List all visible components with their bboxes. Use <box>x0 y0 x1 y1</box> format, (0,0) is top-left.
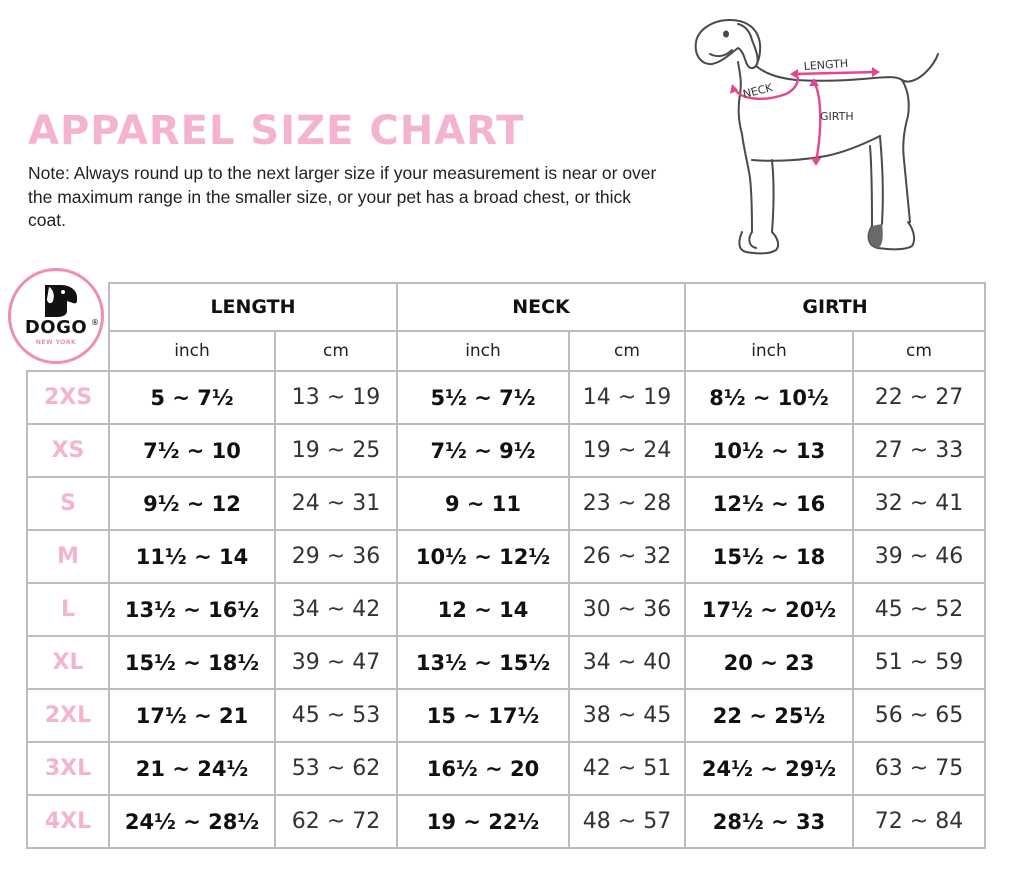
table-row <box>27 530 985 583</box>
dog-front-leg <box>772 160 774 232</box>
length-inch-cell: 7½ ~ 10 <box>109 424 275 477</box>
length-cm-cell: 24 ~ 31 <box>275 477 397 530</box>
size-label: L <box>27 583 109 636</box>
size-label: S <box>27 477 109 530</box>
dog-back-leg <box>870 136 883 226</box>
girth-cm-cell: 45 ~ 52 <box>853 583 985 636</box>
length-inch-cell: 9½ ~ 12 <box>109 477 275 530</box>
girth-inch-cell: 24½ ~ 29½ <box>685 742 853 795</box>
girth-inch-cell: 12½ ~ 16 <box>685 477 853 530</box>
unit-header: inch <box>685 331 853 371</box>
size-label: 4XL <box>27 795 109 848</box>
length-inch-cell: 21 ~ 24½ <box>109 742 275 795</box>
neck-cm-cell: 26 ~ 32 <box>569 530 685 583</box>
neck-inch-cell: 10½ ~ 12½ <box>397 530 569 583</box>
length-cm-cell: 45 ~ 53 <box>275 689 397 742</box>
girth-cm-cell: 39 ~ 46 <box>853 530 985 583</box>
girth-cm-cell: 32 ~ 41 <box>853 477 985 530</box>
girth-inch-cell: 15½ ~ 18 <box>685 530 853 583</box>
table-row <box>27 424 985 477</box>
size-label: XS <box>27 424 109 477</box>
unit-header: cm <box>569 331 685 371</box>
girth-inch-cell: 8½ ~ 10½ <box>685 371 853 424</box>
size-label: 3XL <box>27 742 109 795</box>
girth-inch-cell: 28½ ~ 33 <box>685 795 853 848</box>
unit-header: cm <box>853 331 985 371</box>
length-inch-cell: 24½ ~ 28½ <box>109 795 275 848</box>
size-label: 2XL <box>27 689 109 742</box>
girth-cm-cell: 22 ~ 27 <box>853 371 985 424</box>
girth-cm-cell: 72 ~ 84 <box>853 795 985 848</box>
girth-cm-cell: 27 ~ 33 <box>853 424 985 477</box>
girth-arrow-top <box>809 78 819 86</box>
neck-cm-cell: 14 ~ 19 <box>569 371 685 424</box>
table-row <box>27 477 985 530</box>
size-label: 2XS <box>27 371 109 424</box>
girth-cm-cell: 51 ~ 59 <box>853 636 985 689</box>
girth-cm-cell: 56 ~ 65 <box>853 689 985 742</box>
table-row <box>27 742 985 795</box>
dog-head <box>696 20 760 68</box>
girth-label: GIRTH <box>820 110 854 123</box>
logo-name: DOGO <box>24 317 88 338</box>
neck-inch-cell: 7½ ~ 9½ <box>397 424 569 477</box>
logo-subtitle: NEW YORK <box>35 339 77 346</box>
length-inch-cell: 5 ~ 7½ <box>109 371 275 424</box>
sizing-note: Note: Always round up to the next larger size if your measurement is near or over the maximum range in the smaller size, or your pet has a broad chest, or thick coat. <box>28 163 657 230</box>
length-cm-cell: 29 ~ 36 <box>275 530 397 583</box>
neck-inch-cell: 13½ ~ 15½ <box>397 636 569 689</box>
neck-cm-cell: 38 ~ 45 <box>569 689 685 742</box>
header-length: LENGTH <box>109 283 397 331</box>
girth-cm-cell: 63 ~ 75 <box>853 742 985 795</box>
neck-inch-cell: 12 ~ 14 <box>397 583 569 636</box>
length-inch-cell: 15½ ~ 18½ <box>109 636 275 689</box>
size-label: XL <box>27 636 109 689</box>
length-label: LENGTH <box>803 56 849 73</box>
girth-inch-cell: 10½ ~ 13 <box>685 424 853 477</box>
length-cm-cell: 39 ~ 47 <box>275 636 397 689</box>
girth-inch-cell: 22 ~ 25½ <box>685 689 853 742</box>
table-row <box>27 795 985 848</box>
length-inch-cell: 13½ ~ 16½ <box>109 583 275 636</box>
page-title: APPAREL SIZE CHART <box>28 108 525 154</box>
length-arrow-left <box>790 69 798 79</box>
neck-inch-cell: 9 ~ 11 <box>397 477 569 530</box>
header-girth: GIRTH <box>685 283 985 331</box>
dog-front-paws <box>739 232 778 253</box>
size-label: M <box>27 530 109 583</box>
length-cm-cell: 19 ~ 25 <box>275 424 397 477</box>
table-row <box>27 689 985 742</box>
logo-cell <box>27 283 109 371</box>
size-chart-table <box>26 282 986 849</box>
neck-label: NECK <box>741 81 774 101</box>
length-arrow-right <box>872 67 880 77</box>
neck-cm-cell: 34 ~ 40 <box>569 636 685 689</box>
table-row <box>27 636 985 689</box>
neck-cm-cell: 23 ~ 28 <box>569 477 685 530</box>
dog-rear <box>902 80 910 222</box>
neck-cm-cell: 42 ~ 51 <box>569 742 685 795</box>
neck-cm-cell: 48 ~ 57 <box>569 795 685 848</box>
length-cm-cell: 34 ~ 42 <box>275 583 397 636</box>
unit-header: inch <box>109 331 275 371</box>
girth-arrow-bottom <box>811 158 821 166</box>
unit-header: cm <box>275 331 397 371</box>
dog-measurement-diagram <box>686 10 942 268</box>
girth-inch-cell: 17½ ~ 20½ <box>685 583 853 636</box>
dog-eye <box>723 31 729 38</box>
length-cm-cell: 13 ~ 19 <box>275 371 397 424</box>
logo-registered-mark: ® <box>91 318 99 327</box>
neck-inch-cell: 5½ ~ 7½ <box>397 371 569 424</box>
table-row <box>27 371 985 424</box>
unit-header: inch <box>397 331 569 371</box>
neck-inch-cell: 16½ ~ 20 <box>397 742 569 795</box>
neck-inch-cell: 15 ~ 17½ <box>397 689 569 742</box>
header-neck: NECK <box>397 283 685 331</box>
neck-cm-cell: 30 ~ 36 <box>569 583 685 636</box>
neck-inch-cell: 19 ~ 22½ <box>397 795 569 848</box>
length-cm-cell: 62 ~ 72 <box>275 795 397 848</box>
girth-inch-cell: 20 ~ 23 <box>685 636 853 689</box>
length-inch-cell: 11½ ~ 14 <box>109 530 275 583</box>
length-inch-cell: 17½ ~ 21 <box>109 689 275 742</box>
neck-cm-cell: 19 ~ 24 <box>569 424 685 477</box>
length-cm-cell: 53 ~ 62 <box>275 742 397 795</box>
table-row <box>27 583 985 636</box>
